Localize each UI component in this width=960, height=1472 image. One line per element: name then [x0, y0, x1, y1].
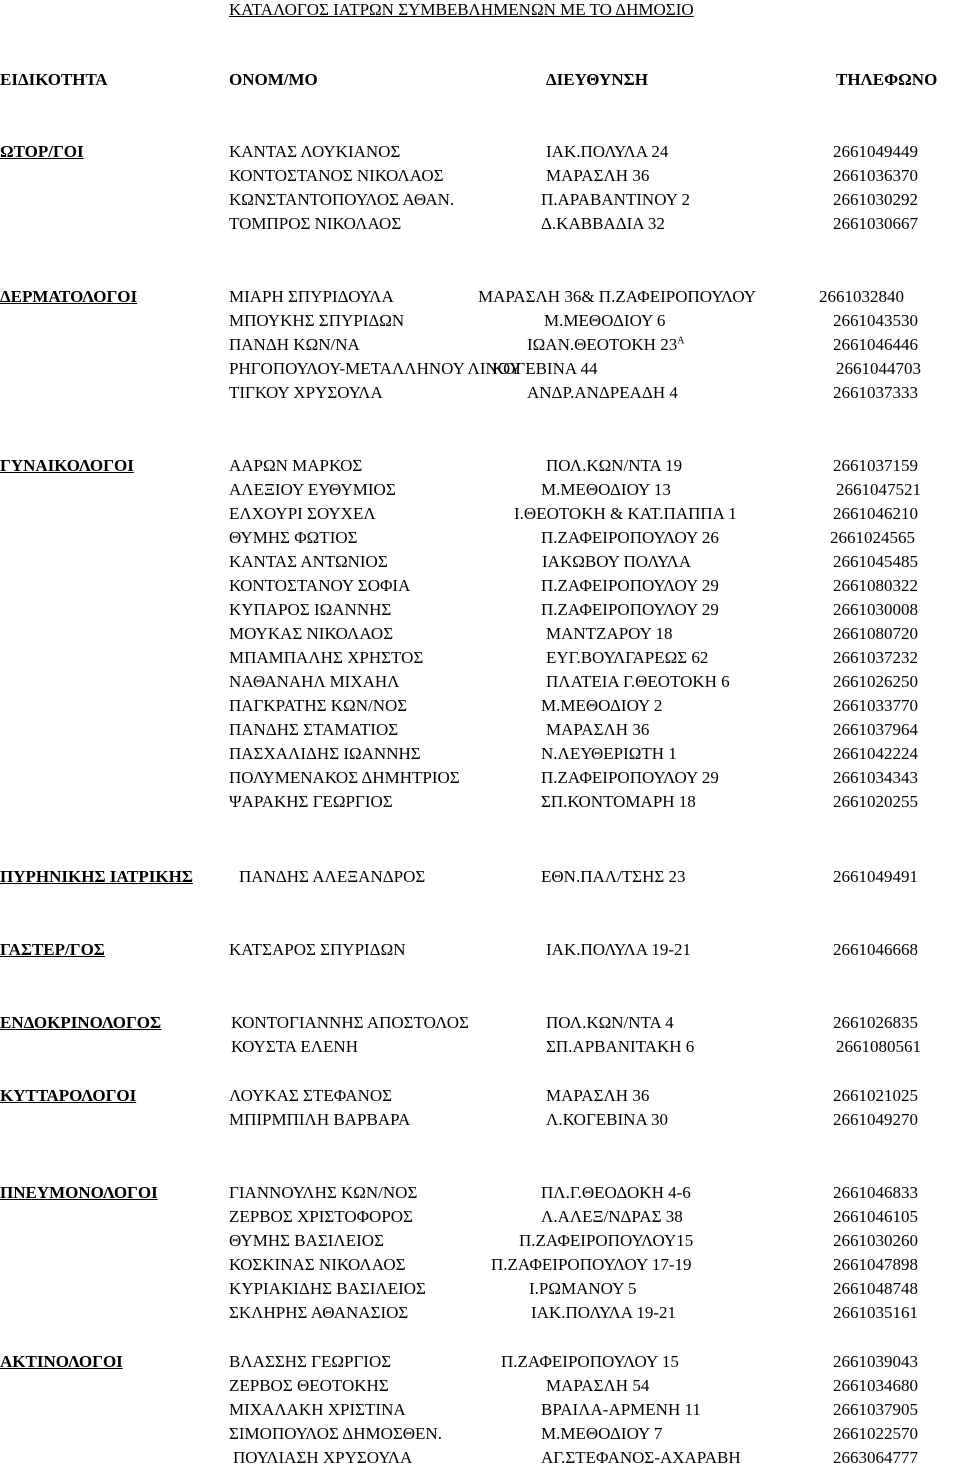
- doctor-name: ΘΥΜΗΣ ΒΑΣΙΛΕΙΟΣ: [229, 1231, 384, 1250]
- doctor-name: ΑΑΡΩΝ ΜΑΡΚΟΣ: [229, 456, 363, 475]
- doctor-address: ΜΑΡΑΣΛΗ 36: [546, 166, 650, 185]
- doctor-name: ΚΟΝΤΟΓΙΑΝΝΗΣ ΑΠΟΣΤΟΛΟΣ: [231, 1013, 469, 1032]
- doctor-address: ΑΝΔΡ.ΑΝΔΡΕΑΔΗ 4: [527, 383, 678, 402]
- doctor-address: ΠΛΑΤΕΙΑ Γ.ΘΕΟΤΟΚΗ 6: [546, 672, 730, 691]
- doctor-name: ΜΙΑΡΗ ΣΠΥΡΙΔΟΥΛΑ: [229, 287, 394, 306]
- column-headers: [0, 70, 960, 94]
- doctor-phone: 2661030667: [833, 214, 918, 233]
- table-row: [0, 1303, 960, 1327]
- table-row: [0, 1255, 960, 1279]
- doctor-name: ΠΑΝΔΗ ΚΩΝ/ΝΑ: [229, 335, 360, 354]
- doctor-name: ΠΑΣΧΑΛΙΔΗΣ ΙΩΑΝΝΗΣ: [229, 744, 421, 763]
- table-row: [0, 1207, 960, 1231]
- doctor-address: Λ.ΚΟΓΕΒΙΝΑ 30: [546, 1110, 669, 1129]
- table-row: [0, 720, 960, 744]
- doctor-address: ΕΘΝ.ΠΑΛ/ΤΣΗΣ 23: [541, 867, 686, 886]
- table-row: [0, 480, 960, 504]
- specialty-label: ΔΕΡΜΑΤΟΛΟΓΟΙ: [0, 287, 138, 306]
- doctor-name: ΓΙΑΝΝΟΥΛΗΣ ΚΩΝ/ΝΟΣ: [229, 1183, 418, 1202]
- table-row: [0, 1013, 960, 1037]
- doctor-phone: 2661030292: [833, 190, 918, 209]
- doctor-address: Π.ΖΑΦΕΙΡΟΠΟΥΛΟΥ 29: [541, 600, 719, 619]
- table-row: [0, 744, 960, 768]
- doctor-address: ΣΠ.ΑΡΒΑΝΙΤΑΚΗ 6: [546, 1037, 695, 1056]
- doctor-phone: 2661036370: [833, 166, 918, 185]
- doctor-name: ΜΙΧΑΛΑΚΗ ΧΡΙΣΤΙΝΑ: [229, 1400, 406, 1419]
- doctor-phone: 2661047898: [833, 1255, 918, 1274]
- doctor-name: ΖΕΡΒΟΣ ΧΡΙΣΤΟΦΟΡΟΣ: [229, 1207, 413, 1226]
- doctor-address: Π.ΖΑΦΕΙΡΟΠΟΥΛΟΥ 26: [541, 528, 719, 547]
- doctor-phone: 2661035161: [833, 1303, 918, 1322]
- table-row: [0, 792, 960, 816]
- doctor-phone: 2663064777: [833, 1448, 918, 1467]
- doctor-phone: 2661039043: [833, 1352, 918, 1371]
- doctor-address: Ι.ΘΕΟΤΟΚΗ & ΚΑΤ.ΠΑΠΠΑ 1: [514, 504, 737, 523]
- doctor-address: Δ.ΚΑΒΒΑΔΙΑ 32: [541, 214, 665, 233]
- doctor-name: ΚΟΝΤΟΣΤΑΝΟΥ ΣΟΦΙΑ: [229, 576, 411, 595]
- doctor-phone: 2661049449: [833, 142, 918, 161]
- table-row: [0, 1037, 960, 1061]
- doctor-phone: 2661032840: [819, 287, 904, 306]
- doctor-phone: 2661030260: [833, 1231, 918, 1250]
- doctor-name: ΚΑΤΣΑΡΟΣ ΣΠΥΡΙΔΩΝ: [229, 940, 406, 959]
- doctor-address: ΜΑΡΑΣΛΗ 54: [546, 1376, 650, 1395]
- doctor-name: ΘΥΜΗΣ ΦΩΤΙΟΣ: [229, 528, 358, 547]
- table-row: [0, 504, 960, 528]
- doctor-name: ΜΠΙΡΜΠΙΛΗ ΒΑΡΒΑΡΑ: [229, 1110, 411, 1129]
- doctor-phone: 2661046210: [833, 504, 918, 523]
- table-row: [0, 648, 960, 672]
- doctor-name: ΠΑΝΔΗΣ ΣΤΑΜΑΤΙΟΣ: [229, 720, 399, 739]
- doctor-phone: 2661037333: [833, 383, 918, 402]
- doctor-phone: 2661046446: [833, 335, 918, 354]
- doctor-phone: 2661026250: [833, 672, 918, 691]
- doctor-address: ΠΛ.Γ.ΘΕΟΔΟΚΗ 4-6: [541, 1183, 691, 1202]
- table-row: [0, 1352, 960, 1376]
- table-row: [0, 456, 960, 480]
- doctor-address: Μ.ΜΕΘΟΔΙΟΥ 6: [544, 311, 666, 330]
- doctor-name: ΒΛΑΣΣΗΣ ΓΕΩΡΓΙΟΣ: [229, 1352, 392, 1371]
- doctor-address: Π.ΖΑΦΕΙΡΟΠΟΥΛΟΥ 29: [541, 768, 719, 787]
- doctor-name: ΨΑΡΑΚΗΣ ΓΕΩΡΓΙΟΣ: [229, 792, 393, 811]
- table-row: [0, 672, 960, 696]
- doctor-address: Ν.ΛΕΥΘΕΡΙΩΤΗ 1: [541, 744, 677, 763]
- doctor-phone: 2661024565: [830, 528, 915, 547]
- doctor-name: ΣΙΜΟΠΟΥΛΟΣ ΔΗΜΟΣΘΕΝ.: [229, 1424, 442, 1443]
- doctor-name: ΚΥΠΑΡΟΣ ΙΩΑΝΝΗΣ: [229, 600, 392, 619]
- table-row: [0, 624, 960, 648]
- doctor-address: ΚΟΓΕΒΙΝΑ 44: [492, 359, 598, 378]
- doctor-phone: 2661034680: [833, 1376, 918, 1395]
- doctor-name: ΑΛΕΞΙΟΥ ΕΥΘΥΜΙΟΣ: [229, 480, 396, 499]
- doctor-phone: 2661042224: [833, 744, 918, 763]
- doctor-address: ΜΑΡΑΣΛΗ 36: [546, 1086, 650, 1105]
- table-row: [0, 1086, 960, 1110]
- specialty-label: ΓΥΝΑΙΚΟΛΟΓΟΙ: [0, 456, 134, 475]
- doctor-name: ΠΑΓΚΡΑΤΗΣ ΚΩΝ/ΝΟΣ: [229, 696, 408, 715]
- doctor-name: ΚΑΝΤΑΣ ΑΝΤΩΝΙΟΣ: [229, 552, 388, 571]
- doctor-phone: 2661044703: [836, 359, 921, 378]
- doctor-name: ΤΟΜΠΡΟΣ ΝΙΚΟΛΑΟΣ: [229, 214, 402, 233]
- doctor-name: ΚΟΥΣΤΑ ΕΛΕΝΗ: [231, 1037, 358, 1056]
- doctor-name: ΜΠΑΜΠΑΛΗΣ ΧΡΗΣΤΟΣ: [229, 648, 424, 667]
- table-row: [0, 940, 960, 964]
- doctor-address: Μ.ΜΕΘΟΔΙΟΥ 2: [541, 696, 663, 715]
- doctor-name: ΜΠΟΥΚΗΣ ΣΠΥΡΙΔΩΝ: [229, 311, 405, 330]
- doctor-name: ΠΟΛΥΜΕΝΑΚΟΣ ΔΗΜΗΤΡΙΟΣ: [229, 768, 460, 787]
- specialty-label: ΠΝΕΥΜΟΝΟΛΟΓΟΙ: [0, 1183, 158, 1202]
- doctor-phone: 2661045485: [833, 552, 918, 571]
- doctor-phone: 2661047521: [836, 480, 921, 499]
- table-row: [0, 166, 960, 190]
- doctor-address: ΒΡΑΙΛΑ-ΑΡΜΕΝΗ 11: [541, 1400, 701, 1419]
- table-row: [0, 1231, 960, 1255]
- specialty-label: ΠΥΡΗΝΙΚΗΣ ΙΑΤΡΙΚΗΣ: [0, 867, 193, 886]
- doctor-phone: 2661026835: [833, 1013, 918, 1032]
- doctor-address: Π.ΖΑΦΕΙΡΟΠΟΥΛΟΥ15: [519, 1231, 694, 1250]
- doctor-address: Π.ΑΡΑΒΑΝΤΙΝΟΥ 2: [541, 190, 691, 209]
- doctor-name: ΡΗΓΟΠΟΥΛΟΥ-ΜΕΤΑΛΛΗΝΟΥ ΛΙΝΟΥ: [229, 359, 522, 378]
- doctor-name: ΣΚΛΗΡΗΣ ΑΘΑΝΑΣΙΟΣ: [229, 1303, 409, 1322]
- table-row: [0, 1424, 960, 1448]
- doctor-address: Π.ΖΑΦΕΙΡΟΠΟΥΛΟΥ 29: [541, 576, 719, 595]
- doctor-address: Π.ΖΑΦΕΙΡΟΠΟΥΛΟΥ 17-19: [491, 1255, 692, 1274]
- header-name: ΟΝΟΜ/ΜΟ: [229, 70, 318, 89]
- doctor-phone: 2661037232: [833, 648, 918, 667]
- table-row: [0, 867, 960, 891]
- header-phone: ΤΗΛΕΦΩΝΟ: [836, 70, 938, 89]
- doctor-phone: 2661048748: [833, 1279, 918, 1298]
- doctor-phone: 2661049491: [833, 867, 918, 886]
- doctor-address: ΙΑΚ.ΠΟΛΥΛΑ 24: [546, 142, 669, 161]
- doctor-address: Μ.ΜΕΘΟΔΙΟΥ 7: [541, 1424, 663, 1443]
- doctor-address: Μ.ΜΕΘΟΔΙΟΥ 13: [541, 480, 671, 499]
- doctor-address: ΙΑΚΩΒΟΥ ΠΟΛΥΛΑ: [542, 552, 692, 571]
- doctor-phone: 2661037964: [833, 720, 918, 739]
- doctor-phone: 2661049270: [833, 1110, 918, 1129]
- doctor-address: ΜΑΝΤΖΑΡΟΥ 18: [546, 624, 673, 643]
- doctor-name: ΠΟΥΛΙΑΣΗ ΧΡΥΣΟΥΛΑ: [233, 1448, 413, 1467]
- specialty-label: ΩΤΟΡ/ΓΟΙ: [0, 142, 84, 161]
- table-row: [0, 528, 960, 552]
- table-row: [0, 383, 960, 407]
- table-row: [0, 696, 960, 720]
- doctor-address: ΙΑΚ.ΠΟΛΥΛΑ 19-21: [546, 940, 692, 959]
- doctor-address: ΜΑΡΑΣΛΗ 36& Π.ΖΑΦΕΙΡΟΠΟΥΛΟΥ: [478, 287, 757, 306]
- doctor-name: ΚΩΝΣΤΑΝΤΟΠΟΥΛΟΣ ΑΘΑΝ.: [229, 190, 455, 209]
- table-row: [0, 311, 960, 335]
- doctor-address: ΠΟΛ.ΚΩΝ/ΝΤΑ 19: [546, 456, 683, 475]
- table-row: [0, 359, 960, 383]
- specialty-label: ΑΚΤΙΝΟΛΟΓΟΙ: [0, 1352, 123, 1371]
- doctor-phone: 2661043530: [833, 311, 918, 330]
- table-row: [0, 142, 960, 166]
- doctor-phone: 2661022570: [833, 1424, 918, 1443]
- doctor-address: Π.ΖΑΦΕΙΡΟΠΟΥΛΟΥ 15: [501, 1352, 679, 1371]
- table-row: [0, 1183, 960, 1207]
- doctor-name: ΚΟΣΚΙΝΑΣ ΝΙΚΟΛΑΟΣ: [229, 1255, 406, 1274]
- doctor-phone: 2661034343: [833, 768, 918, 787]
- doctor-address: ΕΥΓ.ΒΟΥΛΓΑΡΕΩΣ 62: [546, 648, 709, 667]
- doctor-address: ΜΑΡΑΣΛΗ 36: [546, 720, 650, 739]
- table-row: [0, 768, 960, 792]
- doctor-name: ΕΛΧΟΥΡΙ ΣΟΥΧΕΛ: [229, 504, 376, 523]
- doctor-phone: 2661080720: [833, 624, 918, 643]
- doctor-address: ΣΠ.ΚΟΝΤΟΜΑΡΗ 18: [541, 792, 696, 811]
- doctor-address: Ι.ΡΩΜΑΝΟΥ 5: [529, 1279, 637, 1298]
- doctor-address: ΙΩΑΝ.ΘΕΟΤΟΚΗ $23^A$: [527, 335, 685, 354]
- doctor-address: ΙΑΚ.ΠΟΛΥΛΑ 19-21: [531, 1303, 677, 1322]
- table-row: [0, 1279, 960, 1303]
- doctor-phone: 2661037905: [833, 1400, 918, 1419]
- doctor-phone: 2661030008: [833, 600, 918, 619]
- specialty-label: ΕΝΔΟΚΡΙΝΟΛΟΓΟΣ: [0, 1013, 162, 1032]
- doctor-phone: 2661037159: [833, 456, 918, 475]
- doctor-phone: 2661046668: [833, 940, 918, 959]
- doctor-name: ΚΟΝΤΟΣΤΑΝΟΣ ΝΙΚΟΛΑΟΣ: [229, 166, 444, 185]
- doctor-address: Λ.ΑΛΕΞ/ΝΔΡΑΣ 38: [541, 1207, 683, 1226]
- table-row: [0, 600, 960, 624]
- doctor-phone: 2661033770: [833, 696, 918, 715]
- doctor-name: ΖΕΡΒΟΣ ΘΕΟΤΟΚΗΣ: [229, 1376, 389, 1395]
- doctor-phone: 2661080561: [836, 1037, 921, 1056]
- table-row: [0, 214, 960, 238]
- doctor-name: ΝΑΘΑΝΑΗΛ ΜΙΧΑΗΛ: [229, 672, 400, 691]
- table-row: [0, 576, 960, 600]
- doctor-phone: 2661020255: [833, 792, 918, 811]
- specialty-label: ΚΥΤΤΑΡΟΛΟΓΟΙ: [0, 1086, 137, 1105]
- table-row: [0, 287, 960, 311]
- doctor-phone: 2661046833: [833, 1183, 918, 1202]
- doctor-phone: 2661046105: [833, 1207, 918, 1226]
- table-row: [0, 552, 960, 576]
- header-specialty: ΕΙΔΙΚΟΤΗΤΑ: [0, 70, 108, 89]
- table-row: [0, 1448, 960, 1472]
- table-row: [0, 1376, 960, 1400]
- table-row: [0, 335, 960, 359]
- table-row: [0, 1110, 960, 1134]
- doctor-name: ΤΙΓΚΟΥ ΧΡΥΣΟΥΛΑ: [229, 383, 383, 402]
- specialty-label: ΓΑΣΤΕΡ/ΓΟΣ: [0, 940, 105, 959]
- doctor-name: ΛΟΥΚΑΣ ΣΤΕΦΑΝΟΣ: [229, 1086, 393, 1105]
- doctor-phone: 2661021025: [833, 1086, 918, 1105]
- address-superscript: Α: [677, 335, 685, 347]
- table-row: [0, 190, 960, 214]
- header-address: ΔΙΕΥΘΥΝΣΗ: [546, 70, 648, 89]
- doctor-address: ΠΟΛ.ΚΩΝ/ΝΤΑ 4: [546, 1013, 674, 1032]
- doctor-address: ΑΓ.ΣΤΕΦΑΝΟΣ-ΑΧΑΡΑΒΗ: [541, 1448, 741, 1467]
- doctor-name: ΚΥΡΙΑΚΙΔΗΣ ΒΑΣΙΛΕΙΟΣ: [229, 1279, 426, 1298]
- doctor-name: ΠΑΝΔΗΣ ΑΛΕΞΑΝΔΡΟΣ: [239, 867, 426, 886]
- table-row: [0, 1400, 960, 1424]
- doctor-name: ΜΟΥΚΑΣ ΝΙΚΟΛΑΟΣ: [229, 624, 394, 643]
- doctor-name: ΚΑΝΤΑΣ ΛΟΥΚΙΑΝΟΣ: [229, 142, 401, 161]
- document-title: ΚΑΤΑΛΟΓΟΣ ΙΑΤΡΩΝ ΣΥΜΒΕΒΛΗΜΕΝΩΝ ΜΕ ΤΟ ΔΗΜΟΣΙΟ: [229, 0, 694, 19]
- doctor-phone: 2661080322: [833, 576, 918, 595]
